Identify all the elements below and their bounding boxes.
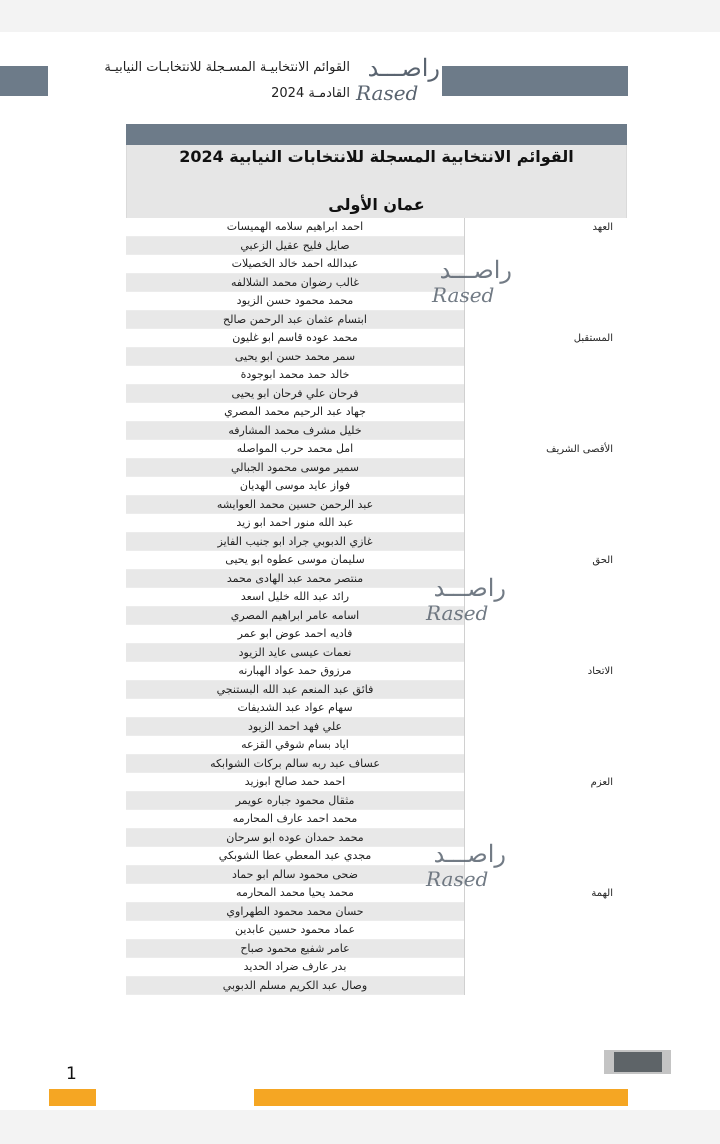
candidate-row: محمد حمدان عوده ابو سرحان bbox=[126, 829, 464, 848]
document-page bbox=[0, 32, 720, 1110]
candidate-row: ضحى محمود سالم ابو حماد bbox=[126, 866, 464, 885]
candidate-row: احمد حمد صالح ابوزيد bbox=[126, 773, 464, 792]
candidate-row: عماد محمود حسين عابدين bbox=[126, 921, 464, 940]
candidate-row: عساف عبد ربه سالم بركات الشوابكه bbox=[126, 755, 464, 774]
candidate-row: فواز عايد موسى الهديان bbox=[126, 477, 464, 496]
candidate-list bbox=[126, 551, 464, 662]
header-title: القوائم الانتخابيـة المسـجلة للانتخابـات النيابيـة bbox=[104, 60, 350, 75]
candidate-row: محمد عوده قاسم ابو غليون bbox=[126, 329, 464, 348]
candidate-row: فائق عبد المنعم عبد الله البستنجي bbox=[126, 681, 464, 700]
table-top-bar bbox=[126, 124, 627, 145]
list-name: المستقبل bbox=[464, 329, 627, 440]
list-group bbox=[126, 884, 627, 995]
table-body bbox=[126, 218, 627, 995]
candidate-row: خليل مشرف محمد المشارفه bbox=[126, 422, 464, 441]
candidate-row: فاديه احمد عوض ابو عمر bbox=[126, 625, 464, 644]
candidate-row: محمد محمود حسن الزيود bbox=[126, 292, 464, 311]
candidate-row: مجدي عبد المعطي عطا الشوبكي bbox=[126, 847, 464, 866]
candidate-row: سهام عواد عبد الشديفات bbox=[126, 699, 464, 718]
list-group bbox=[126, 440, 627, 551]
watermark-arabic-text: راصـــد bbox=[439, 256, 512, 284]
lists-table bbox=[126, 124, 627, 995]
candidate-row: بدر عارف ضراد الحديد bbox=[126, 958, 464, 977]
candidate-row: اياد بسام شوقي القزعه bbox=[126, 736, 464, 755]
list-group bbox=[126, 551, 627, 662]
district-name: عمان الأولى bbox=[328, 195, 425, 214]
footer-bar-left bbox=[49, 1089, 96, 1106]
candidate-row: عبد الله منور احمد ابو زيد bbox=[126, 514, 464, 533]
candidate-row: ابتسام عثمان عبد الرحمن صالح bbox=[126, 311, 464, 330]
list-name: العزم bbox=[464, 773, 627, 884]
header-subtitle: القادمـة 2024 bbox=[271, 86, 350, 101]
candidate-row: فرحان علي فرحان ابو يحيى bbox=[126, 385, 464, 404]
watermark-arabic-text: راصـــد bbox=[433, 574, 506, 602]
candidate-row: محمد يحيا محمد المحارمه bbox=[126, 884, 464, 903]
candidate-row: وصال عبد الكريم مسلم الدبوبي bbox=[126, 977, 464, 996]
candidate-list bbox=[126, 773, 464, 884]
candidate-row: صايل فليح عقيل الزعبي bbox=[126, 237, 464, 256]
logo-arabic-text: راصـــد bbox=[367, 54, 440, 82]
candidate-list bbox=[126, 218, 464, 329]
candidate-list bbox=[126, 440, 464, 551]
footer-box-inner bbox=[614, 1052, 662, 1072]
watermark-english-text: Rased bbox=[432, 283, 495, 307]
watermark-logo bbox=[432, 256, 512, 306]
watermark-logo bbox=[426, 574, 506, 624]
candidate-row: سمر محمد حسن ابو يحيى bbox=[126, 348, 464, 367]
candidate-row: محمد احمد عارف المحارمه bbox=[126, 810, 464, 829]
list-group bbox=[126, 662, 627, 773]
watermark-arabic-text: راصـــد bbox=[433, 840, 506, 868]
candidate-row: نعمات عيسى عايد الزيود bbox=[126, 644, 464, 663]
list-name: العهد bbox=[464, 218, 627, 329]
list-name: الاتحاد bbox=[464, 662, 627, 773]
candidate-row: غازي الدبوبي جراد ابو جنيب الفايز bbox=[126, 533, 464, 552]
candidate-row: عامر شفيع محمود صباح bbox=[126, 940, 464, 959]
candidate-row: غالب رضوان محمد الشلالفه bbox=[126, 274, 464, 293]
candidate-row: جهاد عبد الرحيم محمد المصري bbox=[126, 403, 464, 422]
table-title: القوائم الانتخابية المسجلة للانتخابات النيابية 2024 bbox=[179, 147, 574, 166]
header-bar-left bbox=[0, 66, 48, 96]
candidate-row: خالد حمد محمد ابوجودة bbox=[126, 366, 464, 385]
candidate-row: سليمان موسى عطوه ابو يحيى bbox=[126, 551, 464, 570]
candidate-list bbox=[126, 884, 464, 995]
list-group bbox=[126, 773, 627, 884]
footer-bar-right bbox=[254, 1089, 628, 1106]
list-group bbox=[126, 218, 627, 329]
candidate-row: حسان محمد محمود الطهراوي bbox=[126, 903, 464, 922]
watermark-english-text: Rased bbox=[426, 601, 489, 625]
candidate-row: رائد عبد الله خليل اسعد bbox=[126, 588, 464, 607]
watermark-logo bbox=[426, 840, 506, 890]
page-number: 1 bbox=[66, 1064, 77, 1084]
rased-logo bbox=[356, 54, 440, 110]
list-group bbox=[126, 329, 627, 440]
candidate-row: سمير موسى محمود الجبالي bbox=[126, 459, 464, 478]
watermark-english-text: Rased bbox=[426, 867, 489, 891]
candidate-row: مثقال محمود جباره عويمر bbox=[126, 792, 464, 811]
candidate-list bbox=[126, 329, 464, 440]
list-name: الحق bbox=[464, 551, 627, 662]
candidate-row: اسامه عامر ابراهيم المصري bbox=[126, 607, 464, 626]
candidate-row: علي فهد احمد الزيود bbox=[126, 718, 464, 737]
candidate-row: منتصر محمد عبد الهادى محمد bbox=[126, 570, 464, 589]
table-header bbox=[126, 145, 627, 218]
candidate-row: عبدالله احمد خالد الخصيلات bbox=[126, 255, 464, 274]
list-name: الأقصى الشريف bbox=[464, 440, 627, 551]
logo-english-text: Rased bbox=[356, 81, 419, 105]
candidate-row: عبد الرحمن حسين محمد العوايشه bbox=[126, 496, 464, 515]
candidate-row: مرزوق حمد عواد الهبارنه bbox=[126, 662, 464, 681]
header-bar-right bbox=[442, 66, 628, 96]
list-name: الهمة bbox=[464, 884, 627, 995]
candidate-list bbox=[126, 662, 464, 773]
candidate-row: احمد ابراهيم سلامه الهميسات bbox=[126, 218, 464, 237]
candidate-row: امل محمد حرب المواصله bbox=[126, 440, 464, 459]
